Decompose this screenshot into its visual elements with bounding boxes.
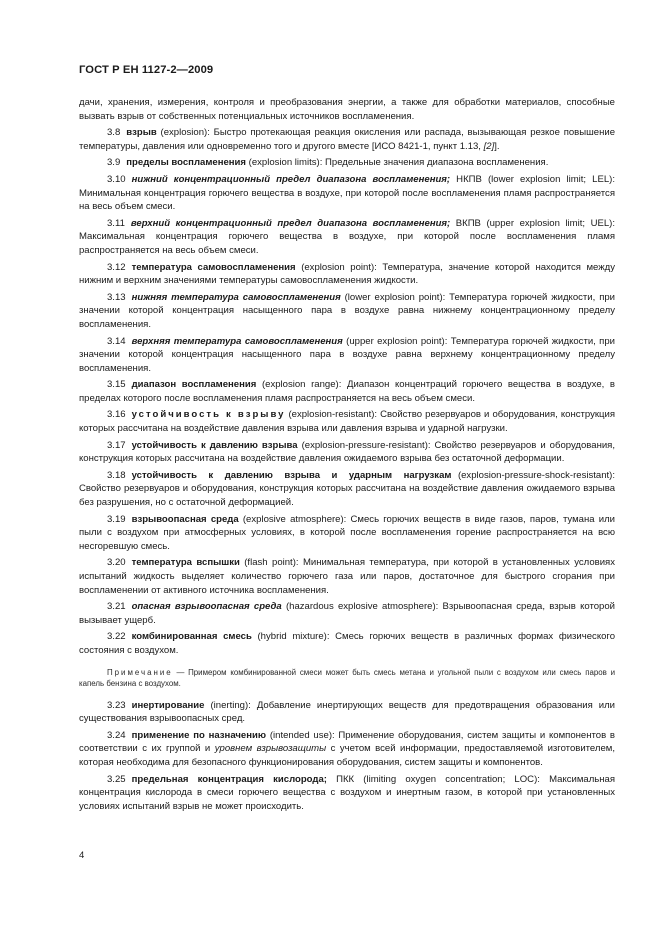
item-number: 3.21 [107,601,126,613]
definition-3-24 [79,729,615,770]
item-term: диапазон воспламенения [131,379,257,391]
item-text: (explosive atmosphere): Смесь горючих веществ в виде газов, паров, тумана или пыли с воздухом при атмосферных условиях, в которой после воспламенения горение распространяется на всю несгоревшую смесь. [79,513,615,552]
item-number: 3.20 [107,557,126,569]
item-text: (lower explosion point): Температура горючей жидкости, при значении которой концентрация насыщенного пара в воздухе равна нижнему концентрационному пределу воспламенения. [79,291,616,330]
item-term: устойчивость к давлению взрыва и ударным нагрузкам [131,469,452,481]
item-number: 3.19 [107,513,126,525]
item-emphasis: уровнем взрывозащиты [214,743,327,755]
item-term: инертирование [131,699,205,711]
item-number: 3.8 [107,127,121,139]
item-text: ПКК (limiting oxygen concentration; LOC): Максимальная концентрация кислорода в смеси горючего вещества с воздухом и инертным газом, в которой при установленных условиях испытаний взрыв не может происходить. [79,773,615,812]
item-number: 3.23 [107,699,126,711]
item-number: 3.14 [107,335,126,347]
document-body [79,96,615,816]
item-number: 3.17 [107,439,126,451]
item-text: (explosion-pressure-resistant): Свойство резервуаров и оборудования, конструкция которых рассчитана на воздействие давления ожидаемого взрыва без остаточной деформации. [79,439,615,465]
item-term: верхний концентрационный предел диапазона воспламенения; [130,217,451,229]
item-text: (explosion-resistant): Свойство резервуаров и оборудования, конструкция которых рассчитана на воздействие давления взрыва или давления взрыва и ударной нагрузки. [79,409,615,435]
definition-3-19 [79,513,615,554]
definition-3-8 [79,126,615,153]
definition-3-23 [79,699,615,726]
definition-3-13 [79,291,615,332]
item-text: (upper explosion point): Температура горючей жидкости, при значении которой концентрация насыщенного пара в воздухе равна верхнему концентрационному пределу воспламенения. [79,335,615,374]
definition-3-11 [79,217,615,258]
item-number: 3.25 [107,773,126,785]
item-term: опасная взрывоопасная среда [131,601,282,613]
item-text: (hybrid mixture): Смесь горючих веществ в различных формах физического состояния с воздухом. [79,631,615,656]
definition-3-10 [79,173,615,214]
definition-3-12 [79,261,615,288]
definition-3-25 [79,773,615,814]
item-number: 3.11 [107,217,125,229]
item-text: (intended use): Применение оборудования, систем защиты и компонентов в соответствии с их группой и [79,729,615,755]
document-header-title: ГОСТ Р ЕН 1127-2—2009 [79,64,214,76]
definition-3-14 [79,335,615,376]
item-text: ВКПВ (upper explosion limit; UEL): Максимальная концентрация горючего вещества в воздухе, при которой после воспламенения пламя распространяется на весь объем смеси. [79,217,615,256]
definition-3-20 [79,556,615,597]
item-text: (inerting): Добавление инертирующих веществ для предотвращения образования или существования взрывоопасных сред. [79,699,615,725]
item-term: устойчивость к давлению взрыва [131,439,298,451]
item-term: взрыв [126,127,157,139]
item-text: (explosion): Быстро протекающая реакция окисления или распада, вызывающая резкое повышение температуры, давления или одновременно того и другого вместе [ИСО 8421-1, пункт 1.13, [79,127,615,152]
item-term: температура самовоспламенения [131,261,296,273]
definition-3-16 [79,408,615,435]
note-text: — Примером комбинированной смеси может быть смесь метана и угольной пыли с воздухом или смесь паров и капель бензина с воздухом. [79,667,615,688]
item-text: (hazardous explosive atmosphere): Взрывоопасная среда, взрыв которой вызывает ущерб. [79,601,615,626]
item-term: верхняя температура самовоспламенения [131,335,343,347]
item-term: взрывоопасная среда [131,513,239,525]
item-number: 3.9 [107,157,121,169]
item-term: нижняя температура самовоспламенения [131,291,341,303]
item-number: 3.18 [107,469,126,481]
item-number: 3.16 [107,409,126,421]
item-text: (flash point): Минимальная температура, при которой в установленных условиях испытаний жидкость выделяет количество горючего газа или паров, достаточное для быстрого сгорания при воспламенении от активного источника воспламенения. [79,557,615,596]
note-paragraph [79,667,615,689]
item-term: температура вспышки [131,557,240,569]
item-text: (explosion range): Диапазон концентраций горючего вещества в воздухе, в пределах которого после воспламенения пламя распространяется на весь объем смеси. [79,379,615,404]
item-number: 3.22 [107,631,126,643]
item-number: 3.24 [107,729,126,741]
item-term: применение по назначению [131,729,267,741]
item-term: нижний концентрационный предел диапазона воспламенения; [131,173,451,185]
note-label: Примечание [107,667,173,677]
item-term: комбинированная смесь [131,631,252,643]
item-text-tail: с учетом всей информации, предоставляемой изготовителем, которая необходима для безопасного функционирования оборудования, систем защиты и компонентов. [79,743,616,768]
page-number: 4 [79,850,85,861]
item-number: 3.10 [107,173,126,185]
item-term: пределы воспламенения [126,157,246,169]
definition-3-22 [79,630,615,657]
item-text: НКПВ (lower explosion limit; LEL): Минимальная концентрация горючего вещества в воздухе, при которой после воспламенения пламя распространяется на весь объем смеси. [79,173,615,213]
item-text: (explosion limits): Предельные значения диапазона воспламенения. [245,157,549,169]
definition-3-17 [79,439,615,466]
item-text-tail: ]. [494,140,500,152]
item-text: (explosion point): Температура, значение которой находится между нижним и верхним значениями температуры самовоспламенения жидкости. [79,261,615,287]
definition-3-15 [79,378,615,405]
item-term: устойчивость к взрыву [131,409,286,421]
definition-3-18 [79,469,615,510]
item-text: (explosion-pressure-shock-resistant): Свойство резервуаров и оборудования, конструкция которых рассчитана на воздействие давления ожидаемого взрыва без разрушения, но с остаточной деформацией. [79,469,615,509]
item-number: 3.15 [107,379,126,391]
definition-3-9 [79,156,615,170]
definition-3-21 [79,600,615,627]
item-term: предельная концентрация кислорода; [131,773,327,785]
item-number: 3.12 [107,261,126,273]
reference-link[interactable]: [2] [483,140,495,152]
intro-paragraph: дачи, хранения, измерения, контроля и преобразования энергии, а также для обработки материалов, способные вызвать взрыв от собственных потенциальных источников воспламенения. [79,97,615,122]
item-number: 3.13 [107,291,126,303]
